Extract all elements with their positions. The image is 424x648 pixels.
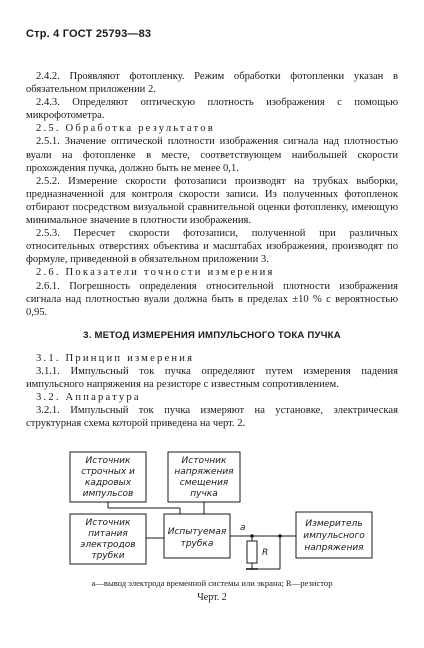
paragraph-3-1-1: 3.1.1. Импульсный ток пучка определяют путем измерения падения импульсного напряжения на резисторе с известным сопротивлением. xyxy=(26,365,398,391)
block-diagram xyxy=(40,446,390,576)
block3-line-3: трубки xyxy=(91,551,125,561)
block1-line-1: строчных и xyxy=(81,467,135,477)
label-a: a xyxy=(240,523,246,533)
block2-line-1: напряжения xyxy=(174,467,234,477)
block2-line-2: смещения xyxy=(179,478,229,488)
page-header: Стр. 4 ГОСТ 25793—83 xyxy=(26,28,152,40)
figure-label: Черт. 2 xyxy=(197,592,227,603)
paragraph-2-6-1: 2.6.1. Погрешность определения относительной плотности изображения сигнала над плотностью вуали должна быть в пределах ±10 % с вероятностью 0,95. xyxy=(26,280,398,318)
paragraph-2-4-2: 2.4.2. Проявляют фотопленку. Режим обработки фотопленки указан в обязательном приложении 2. xyxy=(26,71,398,96)
block3-line-2: электродов xyxy=(80,540,136,550)
block3-line-0: Источник xyxy=(85,518,131,528)
body-text xyxy=(26,70,398,430)
paragraph-2-5-3: 2.5.3. Пересчет скорости фотозаписи, полученной при различных относительных отверстиях объектива и масштабах изображения, производят по формуле, приведенной в обязательном приложении 3. xyxy=(26,228,398,266)
block2-line-0: Источник xyxy=(181,456,227,466)
block1-line-3: импульсов xyxy=(82,489,134,499)
paragraph-2-5-2: 2.5.2. Измерение скорости фотозаписи производят на трубках выборки, предназначенной для контроля скорости записи. Из полученных фотопленок отбирают посредством визуальной сравнительной оценки фотопленку, имеющую минимальное значение в плотности изображения. xyxy=(26,175,398,227)
block3-line-1: питания xyxy=(88,529,128,539)
heading-3-1: 3.1. Принцип измерения xyxy=(36,352,195,364)
heading-2-5: 2.5. Обработка результатов xyxy=(36,123,215,135)
block5-line-2: напряжения xyxy=(304,543,364,553)
block1-line-2: кадровых xyxy=(84,478,132,488)
resistor-r xyxy=(247,541,257,563)
paragraph-3-2-1: 3.2.1. Импульсный ток пучка измеряют на установке, электрическая структурная схема которой приведена на черт. 2. xyxy=(26,405,398,430)
block2-line-3: пучка xyxy=(190,489,218,499)
block5-line-0: Измеритель xyxy=(305,519,363,529)
heading-3-2: 3.2. Аппаратура xyxy=(36,392,141,404)
block4-line-0: Испытуемая xyxy=(167,527,227,537)
label-r: R xyxy=(262,548,269,558)
paragraph-2-4-3: 2.4.3. Определяют оптическую плотность изображения с помощью микрофотометра. xyxy=(26,97,398,122)
diagram-svg xyxy=(40,446,390,576)
block5-line-1: импульсного xyxy=(303,531,365,541)
paragraph-2-5-1: 2.5.1. Значение оптической плотности изображения сигнала над плотностью вуали на фотопленке в месте, соответствующем наибольшей скорости прохождения пучка, должно быть не менее 0,1. xyxy=(26,136,398,174)
block4-line-1: трубка xyxy=(180,539,214,549)
section-3-title: 3. МЕТОД ИЗМЕРЕНИЯ ИМПУЛЬСНОГО ТОКА ПУЧКА xyxy=(83,329,341,341)
heading-2-6: 2.6. Показатели точности измерения xyxy=(36,267,275,279)
block1-line-0: Источник xyxy=(85,456,131,466)
figure-caption: а—вывод электрода временной системы или экрана; R—резистор xyxy=(91,578,333,588)
